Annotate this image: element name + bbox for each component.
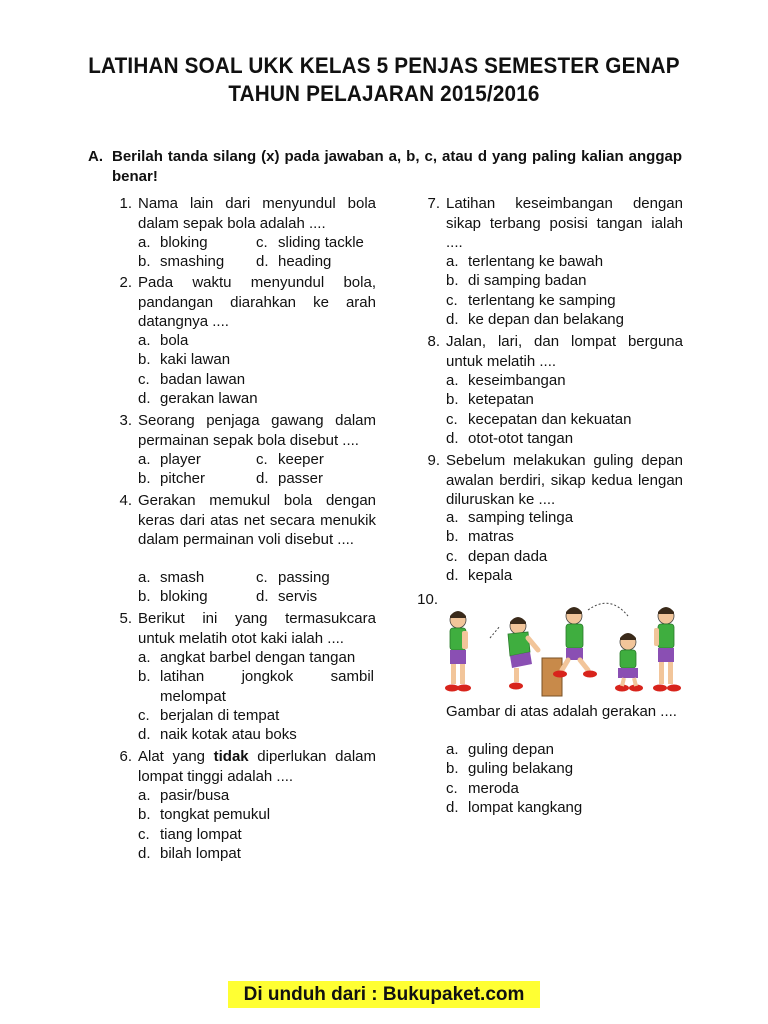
- option-d: d. bilah lompat: [138, 845, 241, 862]
- option-a: a. smash: [138, 569, 205, 586]
- question-text: Sebelum melakukan guling depan awalan berdiri, sikap kedua lengan diluruskan ke ....: [446, 452, 683, 508]
- option-a: a. keseimbangan: [446, 372, 566, 389]
- question-text: Seorang penjaga gawang dalam permainan sepak bola disebut ....: [138, 412, 376, 449]
- option-b: b. smashing: [138, 253, 225, 270]
- child-figure-5: [653, 607, 681, 692]
- option-d: d. lompat kangkang: [446, 799, 583, 816]
- option-a: a. guling depan: [446, 741, 554, 758]
- question-number: 2.: [119, 274, 132, 291]
- option-a: a. pasir/busa: [138, 787, 230, 804]
- option-c: c. sliding tackle: [256, 234, 364, 251]
- question-text: Latihan keseimbangan dengan sikap terbang posisi tangan ialah ....: [446, 195, 683, 251]
- option-a: a. bola: [138, 332, 189, 349]
- option-c: c. depan dada: [446, 548, 548, 565]
- option-a: a. samping telinga: [446, 509, 574, 526]
- option-b: b. bloking: [138, 588, 208, 605]
- option-b: b. guling belakang: [446, 760, 574, 777]
- question-number: 3.: [119, 412, 132, 429]
- question-number: 1.: [119, 195, 132, 212]
- question-text: Berikut ini yang termasukcara untuk melatih otot kaki ialah ....: [138, 610, 376, 647]
- child-figure-4: [615, 633, 643, 692]
- option-d: d. gerakan lawan: [138, 390, 258, 407]
- option-c: c. terlentang ke samping: [446, 292, 616, 309]
- option-b: b. ketepatan: [446, 391, 534, 408]
- question-text: Nama lain dari menyundul bola dalam sepak bola adalah ....: [138, 195, 376, 232]
- page-title-line-1: LATIHAN SOAL UKK KELAS 5 PENJAS SEMESTER GENAP: [88, 53, 680, 78]
- option-b: b. matras: [446, 528, 514, 545]
- question-text: Pada waktu menyundul bola, pandangan diarahkan ke arah datangnya ....: [138, 274, 376, 330]
- option-d: d. heading: [256, 253, 332, 270]
- question-number: 6.: [119, 748, 132, 765]
- page-title-line-2: TAHUN PELAJARAN 2015/2016: [228, 81, 540, 106]
- option-a: a. terlentang ke bawah: [446, 253, 604, 270]
- option-b: b. latihan jongkok sambil melompat: [138, 668, 374, 705]
- download-source-banner: Di unduh dari : Bukupaket.com: [228, 981, 540, 1008]
- child-figure-1: [445, 611, 471, 692]
- option-d: d. naik kotak atau boks: [138, 726, 297, 743]
- option-d: d. servis: [256, 588, 318, 605]
- option-c: c. kecepatan dan kekuatan: [446, 411, 632, 428]
- jumping-figure-illustration: [438, 598, 685, 698]
- question-text: Gerakan memukul bola dengan keras dari atas net secara menukik dalam permainan voli disebut ....: [138, 492, 376, 548]
- option-c: c. keeper: [256, 451, 324, 468]
- option-d: d. passer: [256, 470, 324, 487]
- option-c: c. berjalan di tempat: [138, 707, 280, 724]
- option-d: d. ke depan dan belakang: [446, 311, 624, 328]
- section-letter: A.: [88, 148, 103, 165]
- question-text: Gambar di atas adalah gerakan ....: [446, 703, 677, 720]
- option-a: a. bloking: [138, 234, 208, 251]
- child-figure-2: [508, 617, 538, 690]
- option-c: c. badan lawan: [138, 371, 246, 388]
- option-d: d. kepala: [446, 567, 513, 584]
- option-c: c. passing: [256, 569, 330, 586]
- option-b: b. kaki lawan: [138, 351, 231, 368]
- option-a: a. angkat barbel dengan tangan: [138, 649, 356, 666]
- option-b: b. pitcher: [138, 470, 206, 487]
- question-number: 8.: [427, 333, 440, 350]
- option-c: c. tiang lompat: [138, 826, 242, 843]
- option-b: b. tongkat pemukul: [138, 806, 271, 823]
- question-number: 9.: [427, 452, 440, 469]
- question-number: 5.: [119, 610, 132, 627]
- option-d: d. otot-otot tangan: [446, 430, 574, 447]
- question-number: 4.: [119, 492, 132, 509]
- option-c: c. meroda: [446, 780, 519, 797]
- option-a: a. player: [138, 451, 201, 468]
- section-instruction: Berilah tanda silang (x) pada jawaban a, b, c, atau d yang paling kalian anggap benar!: [112, 148, 682, 185]
- question-text: Alat yang tidak diperlukan dalam lompat tinggi adalah ....: [138, 748, 376, 785]
- question-number: 7.: [427, 195, 440, 212]
- option-b: b. di samping badan: [446, 272, 587, 289]
- question-text: Jalan, lari, dan lompat berguna untuk melatih ....: [446, 333, 683, 370]
